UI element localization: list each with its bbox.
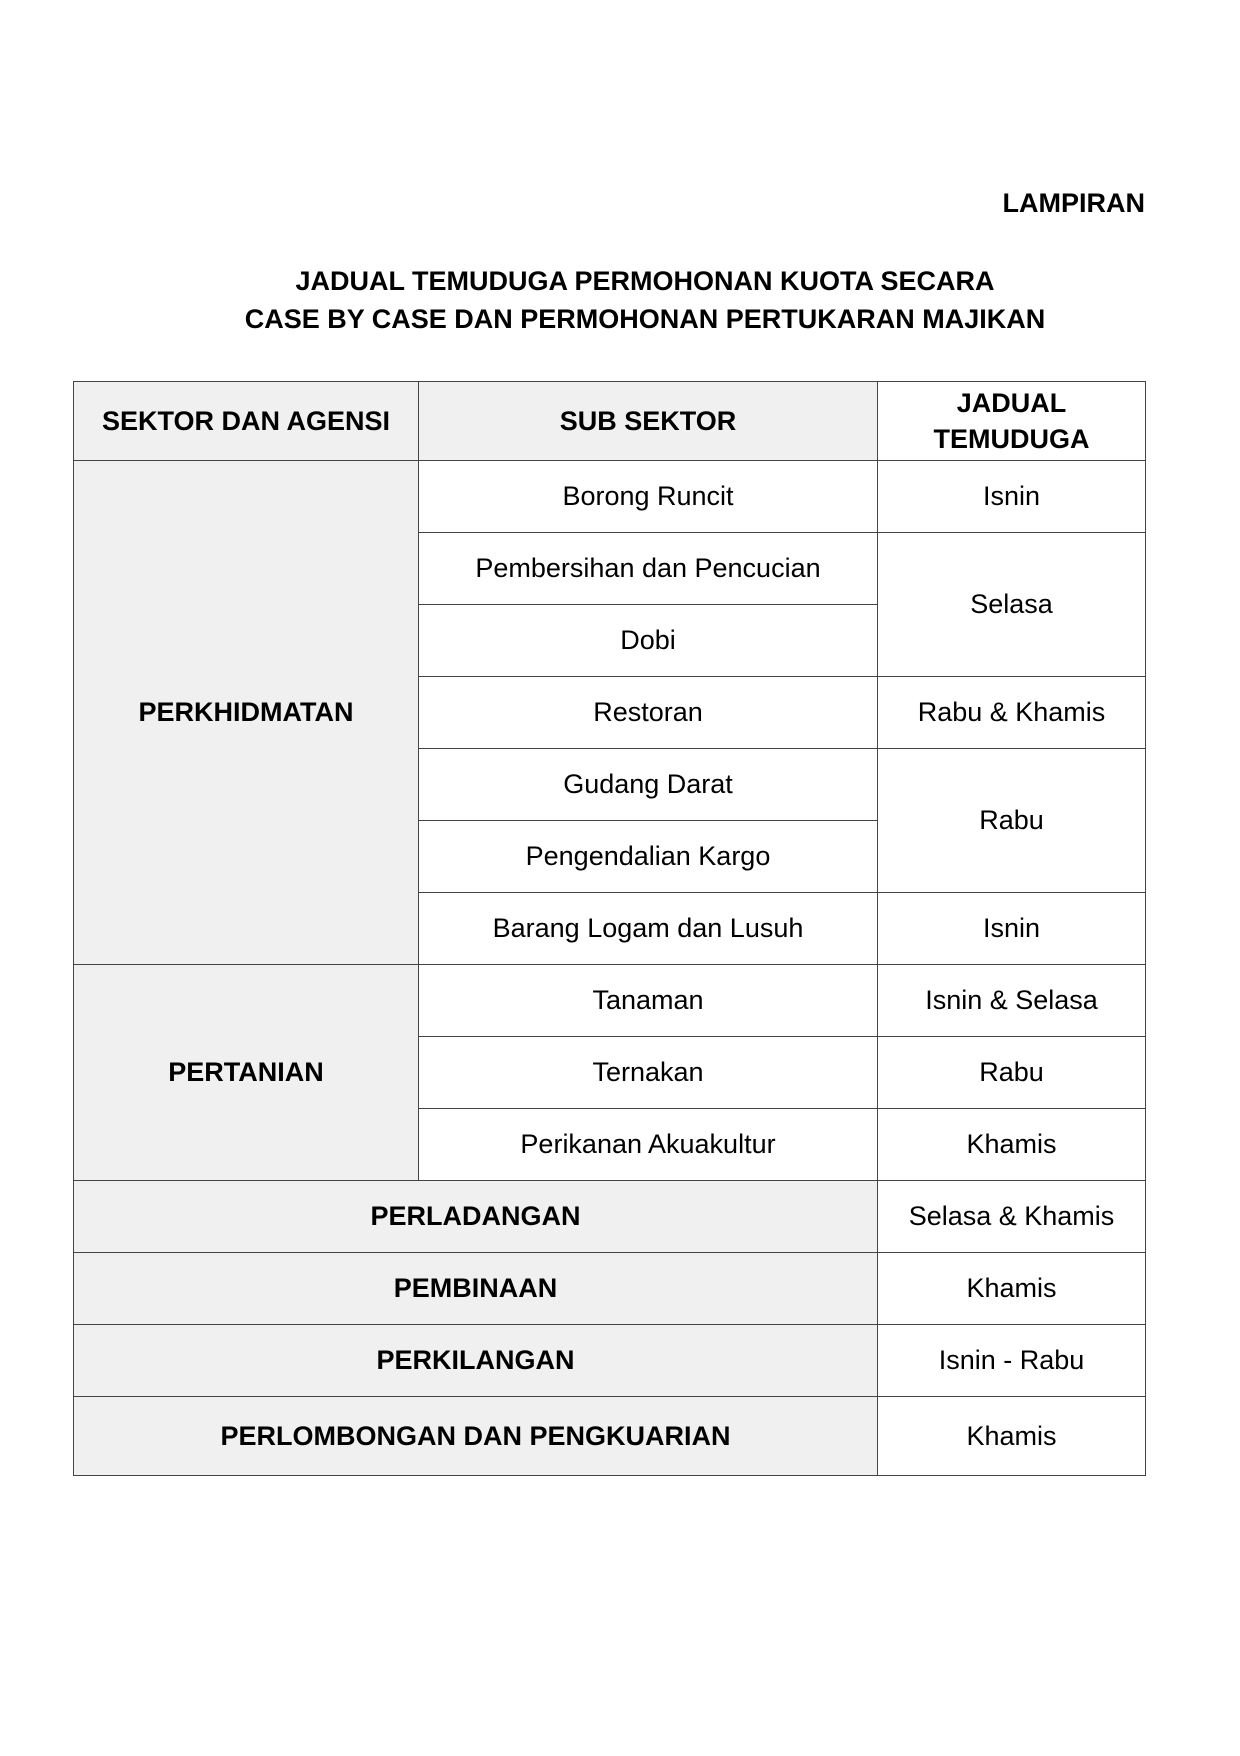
- table-row: [74, 1253, 1146, 1325]
- schedule-cell: Selasa & Khamis: [878, 1181, 1146, 1253]
- schedule-cell: Isnin: [878, 461, 1146, 533]
- header-sub-sector: SUB SEKTOR: [419, 382, 878, 461]
- sector-pembinaan: PEMBINAAN: [74, 1253, 878, 1325]
- sub-sector-cell: Borong Runcit: [419, 461, 878, 533]
- table-row: [74, 1397, 1146, 1476]
- sub-sector-cell: Dobi: [419, 605, 878, 677]
- table-row: [74, 1325, 1146, 1397]
- header-schedule-line-2: TEMUDUGA: [933, 424, 1090, 454]
- sub-sector-cell: Pengendalian Kargo: [419, 821, 878, 893]
- schedule-cell: Isnin: [878, 893, 1146, 965]
- schedule-cell: Isnin & Selasa: [878, 965, 1146, 1037]
- sector-perladangan: PERLADANGAN: [74, 1181, 878, 1253]
- schedule-cell: Khamis: [878, 1109, 1146, 1181]
- document-title-line-2: CASE BY CASE DAN PERMOHONAN PERTUKARAN MAJIKAN: [244, 304, 1046, 334]
- schedule-cell: Rabu & Khamis: [878, 677, 1146, 749]
- schedule-cell: Rabu: [878, 1037, 1146, 1109]
- sector-perkhidmatan: PERKHIDMATAN: [74, 461, 419, 965]
- table-row: [74, 1181, 1146, 1253]
- sub-sector-cell: Gudang Darat: [419, 749, 878, 821]
- header-sector: SEKTOR DAN AGENSI: [74, 382, 419, 461]
- sub-sector-cell: Restoran: [419, 677, 878, 749]
- schedule-cell: Selasa: [878, 533, 1146, 677]
- schedule-cell: Khamis: [878, 1397, 1146, 1476]
- table-row: [74, 965, 1146, 1037]
- appendix-label: LAMPIRAN: [1002, 188, 1145, 218]
- sub-sector-cell: Barang Logam dan Lusuh: [419, 893, 878, 965]
- table-header-row: [74, 382, 1146, 461]
- sub-sector-cell: Ternakan: [419, 1037, 878, 1109]
- schedule-cell: Khamis: [878, 1253, 1146, 1325]
- sub-sector-cell: Tanaman: [419, 965, 878, 1037]
- interview-schedule-table: [73, 381, 1146, 1476]
- schedule-cell: Isnin - Rabu: [878, 1325, 1146, 1397]
- sector-perkilangan: PERKILANGAN: [74, 1325, 878, 1397]
- sub-sector-cell: Pembersihan dan Pencucian: [419, 533, 878, 605]
- header-schedule: [878, 382, 1146, 461]
- document-title-line-1: JADUAL TEMUDUGA PERMOHONAN KUOTA SECARA: [295, 266, 995, 296]
- sector-pertanian: PERTANIAN: [74, 965, 419, 1181]
- sector-perlombongan: PERLOMBONGAN DAN PENGKUARIAN: [74, 1397, 878, 1476]
- table-row: [74, 461, 1146, 533]
- document-title: [0, 262, 1240, 338]
- schedule-cell: Rabu: [878, 749, 1146, 893]
- sub-sector-cell: Perikanan Akuakultur: [419, 1109, 878, 1181]
- header-schedule-line-1: JADUAL: [956, 388, 1067, 418]
